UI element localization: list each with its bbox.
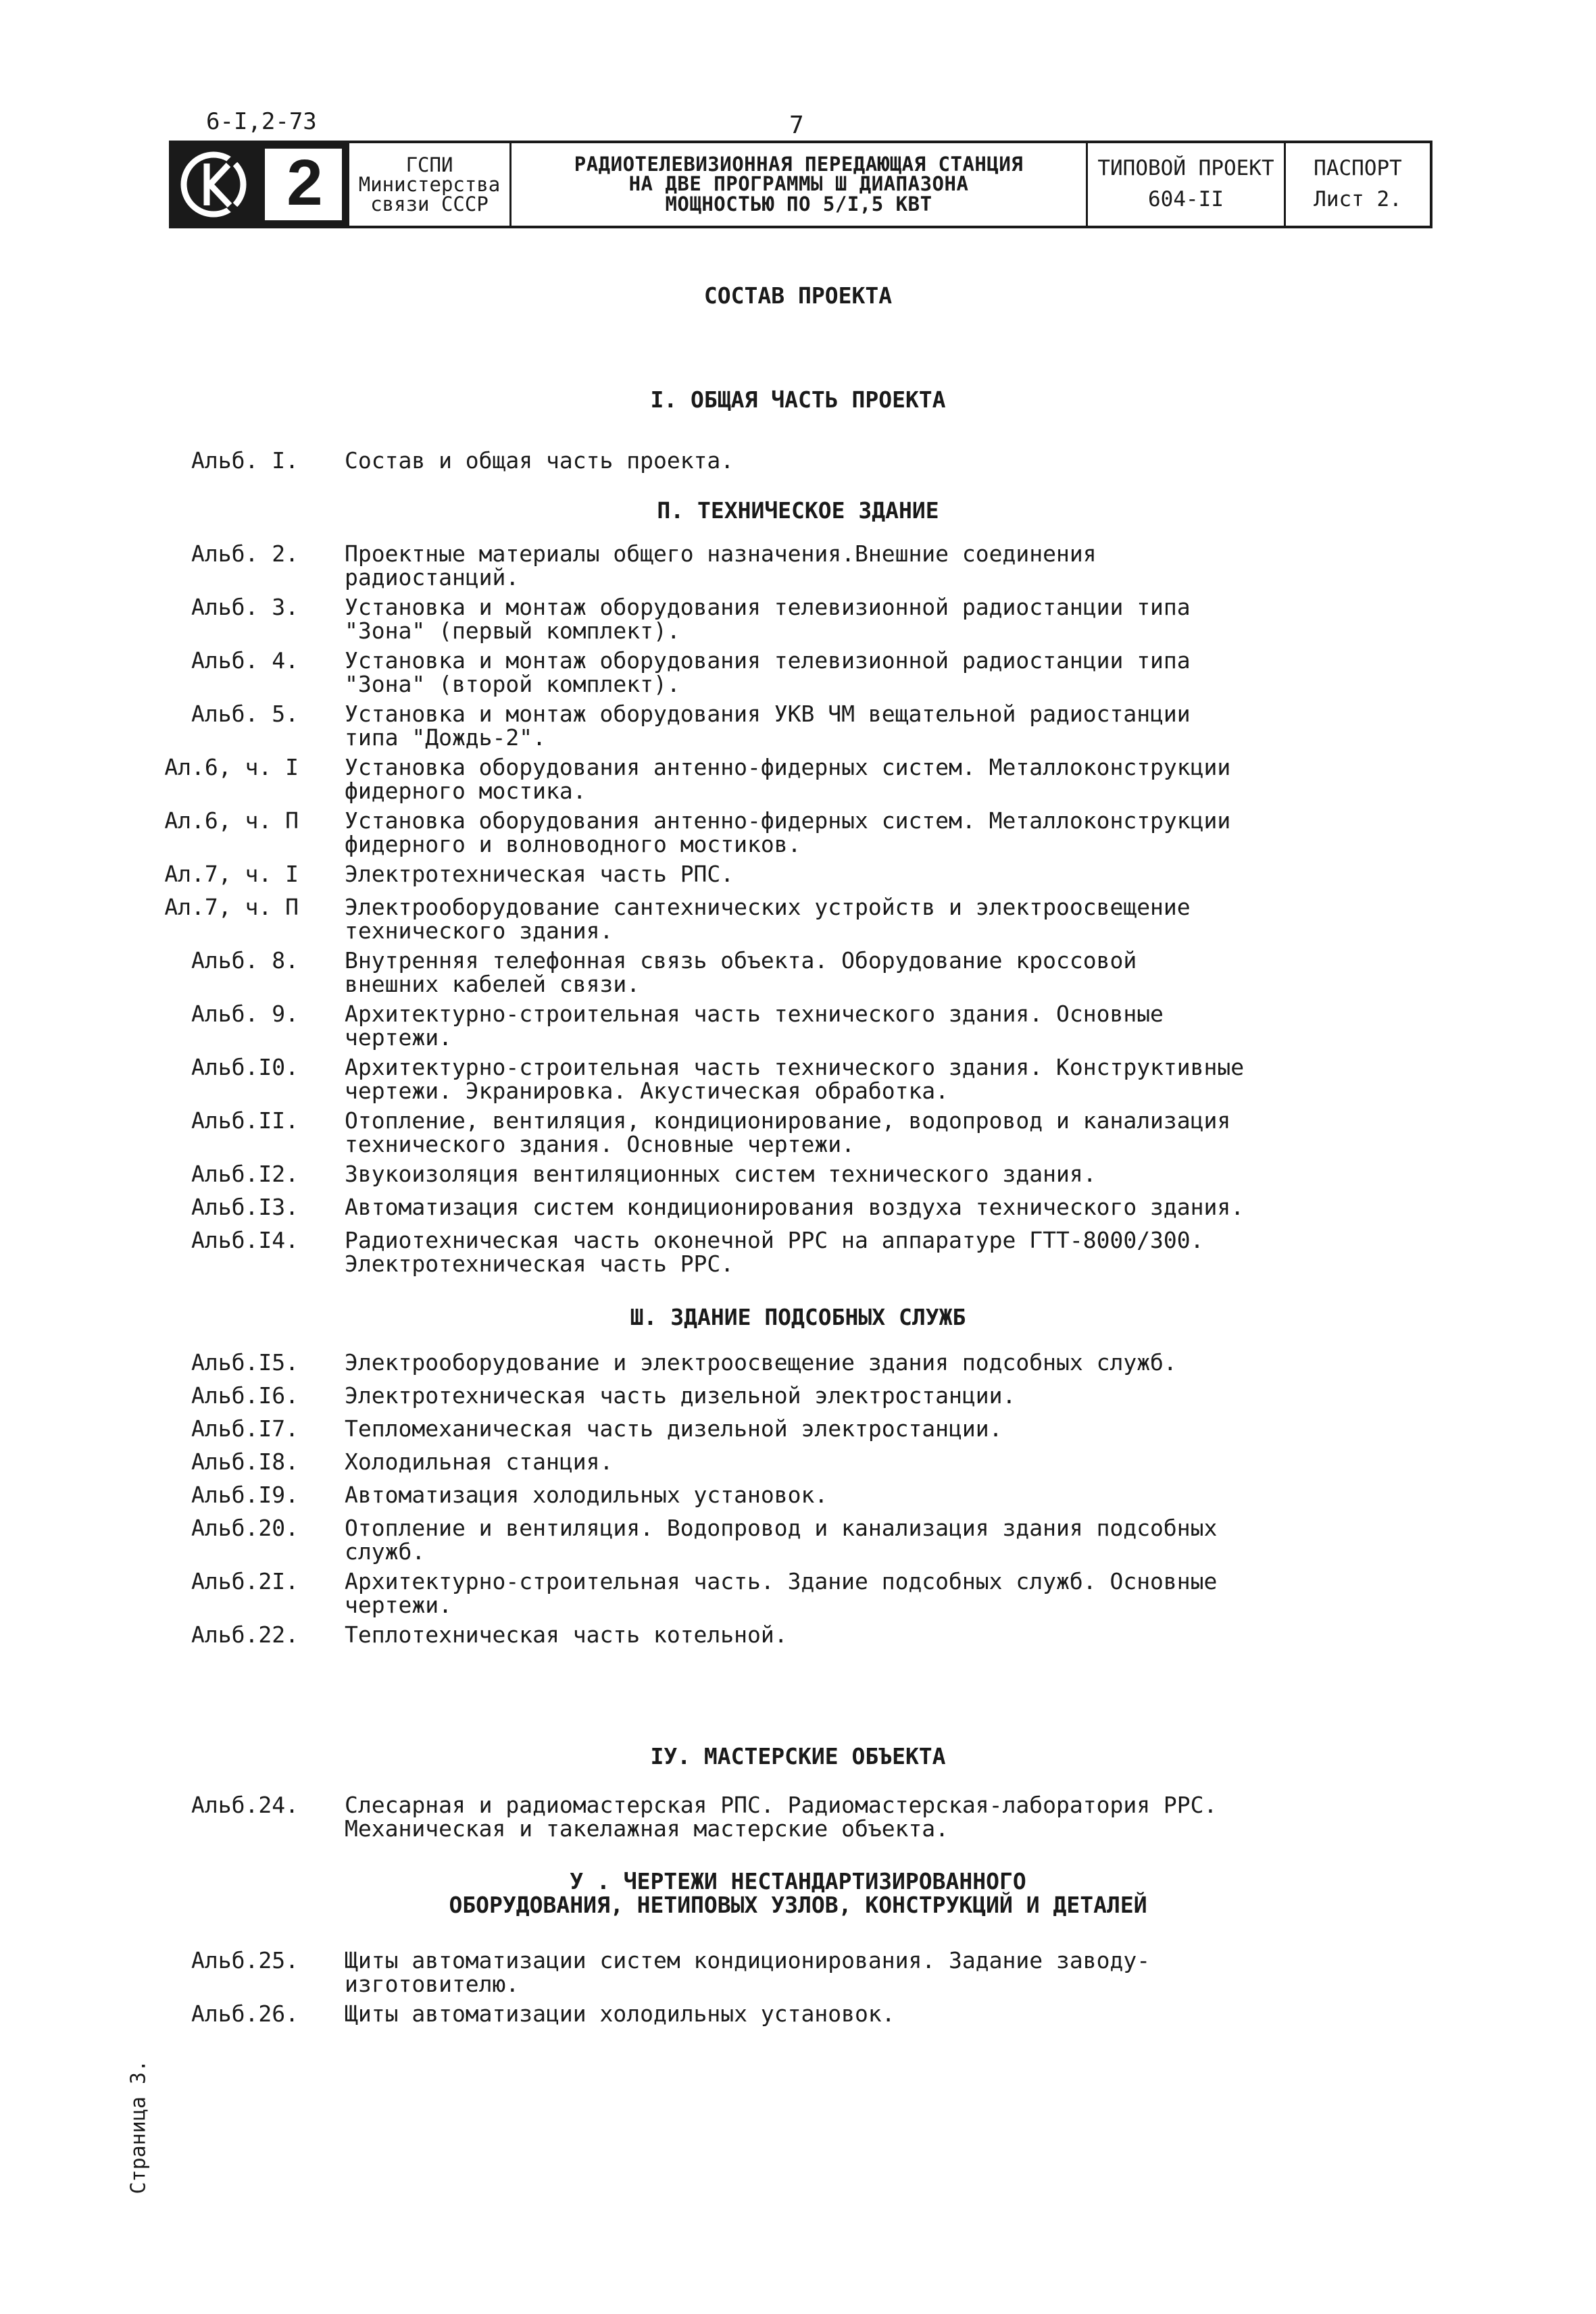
album-label: Альб.II.	[191, 1107, 299, 1134]
album-label: Альб.I7.	[191, 1415, 299, 1442]
album-description: Установка оборудования антенно-фидерных систем. Металлоконструкции фидерного мостика.	[345, 754, 1231, 804]
album-description: Установка оборудования антенно-фидерных систем. Металлоконструкции фидерного и волноводного мостиков.	[345, 807, 1231, 857]
album-description: Электрооборудование и электроосвещение здания подсобных служб.	[345, 1349, 1177, 1376]
album-description: Отопление, вентиляция, кондиционирование, водопровод и канализация технического здания. Основные чертежи.	[345, 1107, 1231, 1157]
album-description: Звукоизоляция вентиляционных систем технического здания.	[345, 1161, 1097, 1187]
album-description: Установка и монтаж оборудования УКВ ЧМ вещательной радиостанции типа "Дождь-2".	[345, 701, 1191, 751]
album-label: Альб.I5.	[191, 1349, 299, 1376]
album-label: Ал.7, ч. I	[164, 861, 299, 887]
album-description: Теплотехническая часть котельной.	[345, 1621, 788, 1648]
album-description: Слесарная и радиомастерская РПС. Радиомастерская-лаборатория РРС. Механическая и такелажная мастерские объекта.	[345, 1792, 1218, 1842]
page-number: 7	[789, 111, 804, 139]
project-type: ТИПОВОЙ ПРОЕКТ	[1097, 156, 1274, 181]
album-label: Альб.I9.	[191, 1482, 299, 1508]
album-label: Ал.6, ч. П	[164, 807, 299, 834]
album-description: Архитектурно-строительная часть технического здания. Конструктивные чертежи. Экранировка. Акустическая обработка.	[345, 1054, 1245, 1104]
album-label: Ал.7, ч. П	[164, 894, 299, 920]
organization-name	[347, 143, 509, 226]
section-heading-general: I. ОБЩАЯ ЧАСТЬ ПРОЕКТА	[650, 386, 946, 413]
album-label: Альб.I6.	[191, 1382, 299, 1409]
album-description: Электротехническая часть дизельной электростанции.	[345, 1382, 1016, 1409]
section-heading-workshops: IУ. МАСТЕРСКИЕ ОБЪЕКТА	[650, 1743, 946, 1769]
section-heading-technical-building: П. ТЕХНИЧЕСКОЕ ЗДАНИЕ	[657, 497, 939, 524]
album-description: Тепломеханическая часть дизельной электростанции.	[345, 1415, 1003, 1442]
album-label: Альб.I0.	[191, 1054, 299, 1080]
album-description: Щиты автоматизации холодильных установок.	[345, 2001, 895, 2027]
album-description: Установка и монтаж оборудования телевизионной радиостанции типа "Зона" (второй комплект).	[345, 647, 1191, 697]
org-line: Министерства	[358, 172, 501, 196]
album-label: Альб. 3.	[191, 594, 299, 620]
album-label: Альб.25.	[191, 1947, 299, 1973]
album-label: Альб.I3.	[191, 1194, 299, 1220]
album-description: Автоматизация систем кондиционирования воздуха технического здания.	[345, 1194, 1245, 1220]
section-heading-line: ОБОРУДОВАНИЯ, НЕТИПОВЫХ УЗЛОВ, КОНСТРУКЦИЙ И ДЕТАЛЕЙ	[449, 1891, 1147, 1918]
passport-label: ПАСПОРТ	[1314, 156, 1402, 181]
section-heading-line: У . ЧЕРТЕЖИ НЕСТАНДАРТИЗИРОВАННОГО	[570, 1868, 1026, 1894]
project-title	[512, 143, 1088, 226]
project-number-cell	[1088, 143, 1286, 226]
album-label: Альб.I8.	[191, 1449, 299, 1475]
page-side-note	[118, 2059, 159, 2203]
section-heading-auxiliary-building: Ш. ЗДАНИЕ ПОДСОБНЫХ СЛУЖБ	[630, 1304, 966, 1330]
project-number: 604-II	[1148, 187, 1224, 211]
album-label: Альб.2I.	[191, 1568, 299, 1594]
section-heading-nonstandard-drawings	[0, 1870, 1596, 1917]
album-description: Электрооборудование сантехнических устройств и электроосвещение технического здания.	[345, 894, 1191, 944]
album-label: Альб.24.	[191, 1792, 299, 1818]
title-line: РАДИОТЕЛЕВИЗИОННАЯ ПЕРЕДАЮЩАЯ СТАНЦИЯ	[574, 152, 1024, 176]
album-label: Альб.I4.	[191, 1227, 299, 1253]
album-label: Альб. 2.	[191, 540, 299, 567]
album-label: Альб.20.	[191, 1515, 299, 1541]
album-label: Альб.26.	[191, 2001, 299, 2027]
side-page-label: Страница 3.	[126, 2059, 151, 2194]
passport-cell	[1286, 143, 1430, 226]
album-description: Архитектурно-строительная часть. Здание подсобных служб. Основные чертежи.	[345, 1568, 1218, 1618]
album-description: Состав и общая часть проекта.	[345, 447, 734, 474]
logo-digit: 2	[286, 147, 323, 219]
title-block-stamp	[169, 141, 1432, 228]
org-logo	[172, 143, 347, 226]
sheet-number: Лист 2.	[1314, 187, 1402, 211]
document-code: 6-I,2-73	[206, 108, 317, 135]
album-label: Ал.6, ч. I	[164, 754, 299, 780]
logo-cell	[172, 143, 512, 226]
album-label: Альб. 4.	[191, 647, 299, 674]
page-title: СОСТАВ ПРОЕКТА	[703, 282, 893, 309]
album-description: Установка и монтаж оборудования телевизионной радиостанции типа "Зона" (первый комплект).	[345, 594, 1191, 644]
title-line: НА ДВЕ ПРОГРАММЫ Ш ДИАПАЗОНА	[628, 172, 969, 196]
title-line: МОЩНОСТЬЮ ПО 5/I,5 КВТ	[665, 192, 932, 216]
album-label: Альб. 9.	[191, 1001, 299, 1027]
album-description: Электротехническая часть РПС.	[345, 861, 734, 887]
album-label: Альб. 8.	[191, 947, 299, 974]
org-line: связи СССР	[370, 192, 489, 216]
album-description: Отопление и вентиляция. Водопровод и канализация здания подсобных служб.	[345, 1515, 1218, 1565]
album-description: Щиты автоматизации систем кондиционирования. Задание заводу- изготовителю.	[345, 1947, 1151, 1997]
org-line: ГСПИ	[405, 153, 453, 176]
album-description: Внутренняя телефонная связь объекта. Оборудование кроссовой внешних кабелей связи.	[345, 947, 1137, 997]
album-description: Холодильная станция.	[345, 1449, 614, 1475]
album-label: Альб.I2.	[191, 1161, 299, 1187]
album-description: Радиотехническая часть оконечной РРС на аппаратуре ГТТ-8000/300. Электротехническая часть РРС.	[345, 1227, 1204, 1277]
album-description: Автоматизация холодильных установок.	[345, 1482, 828, 1508]
album-label: Альб. I.	[191, 447, 299, 474]
album-description: Архитектурно-строительная часть технического здания. Основные чертежи.	[345, 1001, 1164, 1051]
album-label: Альб.22.	[191, 1621, 299, 1648]
album-label: Альб. 5.	[191, 701, 299, 727]
album-description: Проектные материалы общего назначения.Внешние соединения радиостанций.	[345, 540, 1097, 590]
